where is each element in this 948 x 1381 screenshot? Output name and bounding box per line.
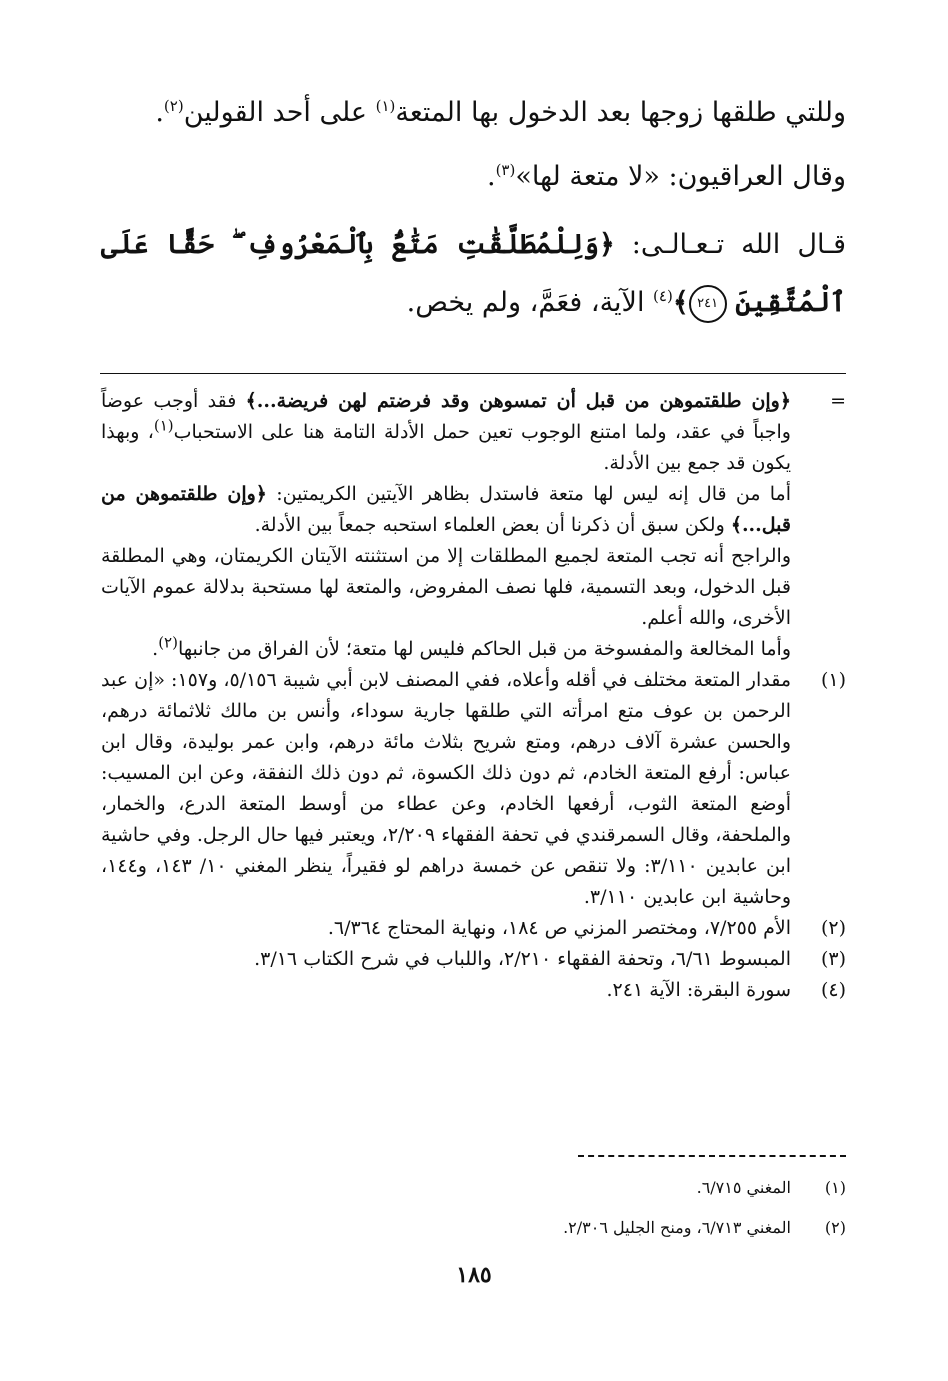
note-body xyxy=(101,386,791,665)
note-mark: (١) xyxy=(820,669,846,691)
main-text xyxy=(101,88,846,346)
footnote-item xyxy=(101,1168,846,1208)
footnote-ref: (١) xyxy=(375,97,396,115)
main-text-segment: . xyxy=(486,161,496,192)
note-mark: = xyxy=(830,390,846,412)
note-mark: (٢) xyxy=(820,917,846,939)
footnotes-section xyxy=(101,1168,846,1248)
main-paragraph-1 xyxy=(101,88,846,138)
note-body: المبسوط ٦/٦١، وتحفة الفقهاء ٢/٢١٠، واللباب في شرح الكتاب ٣/١٦. xyxy=(254,948,791,970)
main-text-segment: . xyxy=(155,97,164,128)
note-text: . xyxy=(152,638,159,660)
note-continuation xyxy=(101,386,846,665)
note-item xyxy=(101,975,846,1006)
page-number: ١٨٥ xyxy=(456,1262,492,1288)
note-item xyxy=(101,944,846,975)
footnote-body: المغني ٦/٧١٥. xyxy=(696,1178,791,1197)
main-text-segment: الآية، فعَمَّ، ولم يخص. xyxy=(406,287,654,318)
notes-section xyxy=(101,386,846,1006)
footnote-mark: (١) xyxy=(824,1178,846,1197)
footnote-body: المغني ٦/٧١٣، ومنح الجليل ٢/٣٠٦. xyxy=(563,1218,791,1237)
note-body: سورة البقرة: الآية ٢٤١. xyxy=(606,979,791,1001)
note-text: ولكن سبق أن ذكرنا أن بعض العلماء استحبه جمعاً بين الأدلة. xyxy=(254,514,731,536)
note-text: أما من قال إنه ليس لها متعة فاستدل بظاهر الآيتين الكريمتين: xyxy=(266,483,792,505)
quran-verse: ﴿وإن طلقتموهن من قبل...﴾ xyxy=(101,483,791,536)
main-text-segment: وقال العراقيون: «لا متعة لها» xyxy=(515,161,846,192)
note-body: مقدار المتعة مختلف في أقله وأعلاه، ففي المصنف لابن أبي شيبة ٥/١٥٦، و١٥٧: «إن عبد الرحمن بن عوف متع امرأته التي طلقها جارية سوداء، وأنس بن مالك ثلاثمائة درهم، والحسن عشرة آلاف درهم، ومتع شريح بثلاث مائة درهم، وابن عمر بوليدة، وقال ابن عباس: أرفع المتعة الخادم، ثم دون ذلك الكسوة، ثم دون ذلك النفقة، وعن ابن المسيب: أوضع المتعة الثوب، أرفعها الخادم، وعن عطاء من أوسط المتعة الدرع، والخمار، والملحفة، وقال السمرقندي في تحفة الفقهاء ٢/٢٠٩، ويعتبر فيها حال الرجل. وفي حاشية ابن عابدين ٣/١١٠: ولا تنقص عن خمسة دراهم لو فقيراً، ينظر المغني ١٠/ ١٤٣، و١٤٤، وحاشية ابن عابدين ٣/١١٠. xyxy=(101,669,791,908)
footnotes-divider xyxy=(578,1155,846,1157)
footnote-mark: (٢) xyxy=(824,1218,846,1237)
note-text: ، وبهذا يكون قد جمع بين الأدلة. xyxy=(101,421,791,474)
note-mark: (٣) xyxy=(820,948,846,970)
note-text: وأما المخالعة والمفسوخة من قبل الحاكم فليس لها متعة؛ لأن الفراق من جانبها xyxy=(177,638,791,660)
main-text-segment: على أحد القولين xyxy=(183,97,376,128)
main-text-segment: قـال الله تـعـالـى: xyxy=(614,229,846,260)
note-item xyxy=(101,665,846,913)
footnote-ref: (٢) xyxy=(163,97,184,115)
quran-close-bracket: ﴾ xyxy=(672,287,689,318)
note-mark: (٤) xyxy=(820,979,846,1001)
quran-verse: ﴿وَلِلْمُطَلَّقَٰتِ مَتَٰعٌۢ بِٱلْمَعْرُوفِ ۖ حَقًّا عَلَى ٱلْمُتَّقِينَ xyxy=(101,229,846,318)
footnote-ref: (٣) xyxy=(495,161,516,179)
footnote-ref: (٢) xyxy=(158,633,178,652)
note-text: فقد أوجب عوضاً واجباً في عقد، ولما امتنع الوجوب تعين حمل الأدلة التامة هنا على الاستحباب xyxy=(101,390,791,443)
note-text: والراجح أنه تجب المتعة لجميع المطلقات إلا من استثنته الآيتان الكريمتان، وهي المطلقة قبل الدخول، وبعد التسمية، فلها نصف المفروض، والمتعة لها مستحبة بدلالة عموم الآيات الأخرى، والله أعلم. xyxy=(101,545,791,629)
main-text-segment: وللتي طلقها زوجها بعد الدخول بها المتعة xyxy=(395,97,846,128)
note-item xyxy=(101,913,846,944)
main-paragraph-3 xyxy=(101,216,846,332)
footnote-ref: (١) xyxy=(153,416,174,435)
ayah-number-mark: ٢٤١ xyxy=(689,285,727,323)
footnote-ref: (٤) xyxy=(653,287,673,305)
main-paragraph-2 xyxy=(101,152,846,202)
footnote-item xyxy=(101,1208,846,1248)
note-body: الأم ٧/٢٥٥، ومختصر المزني ص ١٨٤، ونهاية المحتاج ٦/٣٦٤. xyxy=(327,917,791,939)
notes-divider xyxy=(100,373,846,374)
quran-verse: ﴿وإن طلقتموهن من قبل أن تمسوهن وقد فرضتم لهن فريضة...﴾ xyxy=(245,390,791,412)
